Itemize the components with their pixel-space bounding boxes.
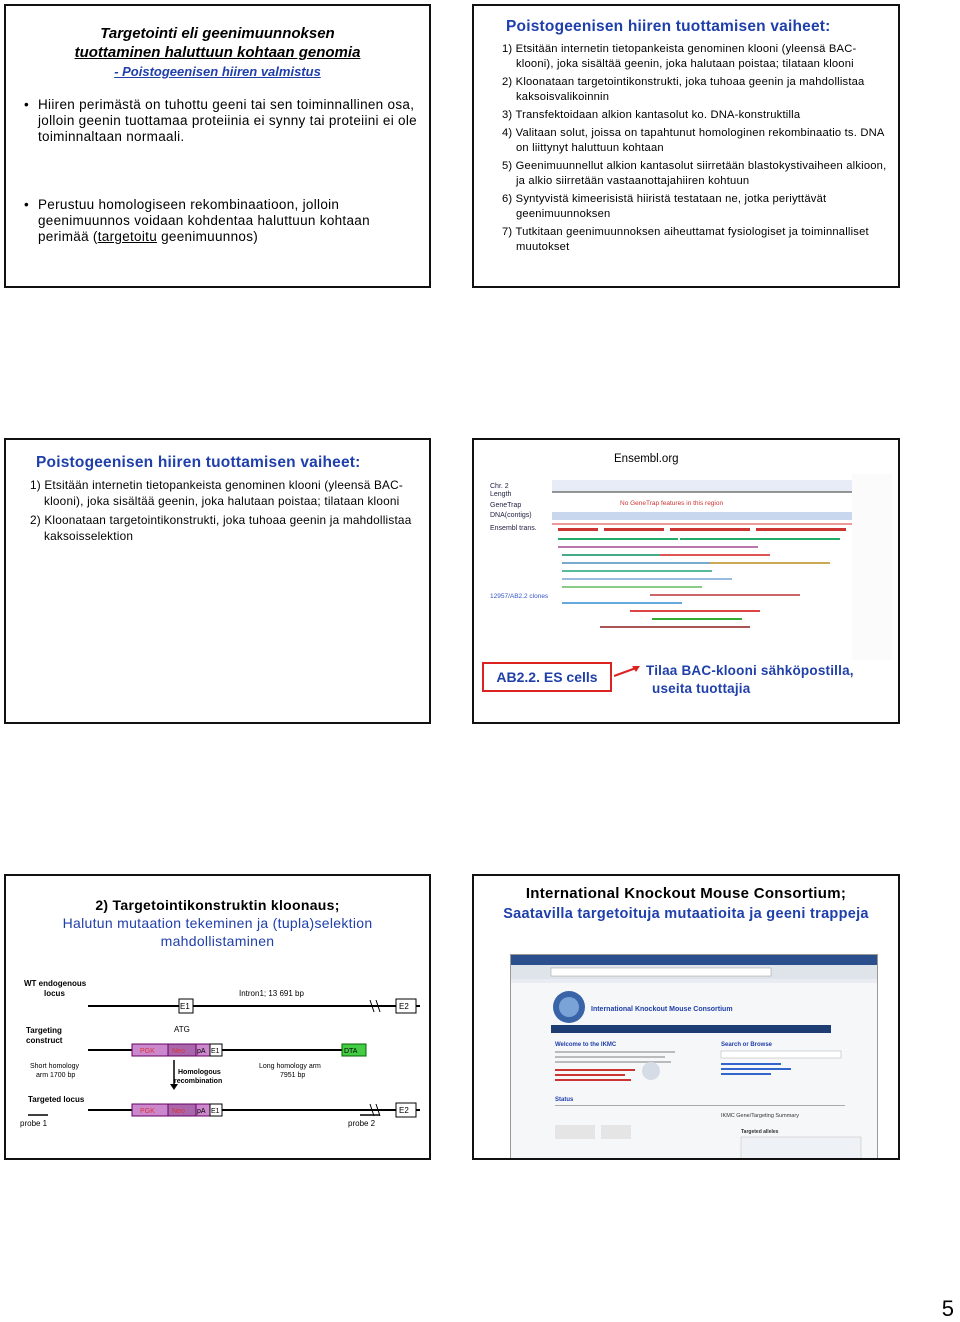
e2-label: E2 [399,1002,409,1011]
step-item: 3) Transfektoidaan alkion kantasolut ko. DNA-konstruktilla [502,109,801,121]
bullet-underlined: targetoitu [97,229,158,244]
arrow-icon [614,666,640,678]
ens-row-label: Chr. 2 [490,483,509,490]
bullet-list [20,97,419,245]
neo-label: Neo [172,1048,185,1055]
wt-label-2: locus [44,989,65,998]
pa-label-2: pA [197,1108,206,1115]
slide-6 [472,874,900,1160]
slide-3 [4,438,431,724]
long-arm-2: 7951 bp [280,1072,306,1079]
slide-5-head: 2) Targetointikonstruktin kloonaus; [95,897,340,913]
ens-clone-label: 12957/AB2.2 clones [490,593,549,600]
ensembl-label: Ensembl.org [614,453,679,465]
ikmc-screenshot [510,954,878,1160]
e1-label: E1 [180,1002,190,1011]
bullet-text: Perustuu homologiseen rekombinaatioon, jolloin geenimuunnos voidaan kohdentaa haluttuun kohtaan perimää ( [38,197,370,244]
e1-label-2: E1 [211,1048,220,1055]
ikmc-page [511,955,877,1160]
intron-label: Intron1; 13 691 bp [239,989,304,998]
e1-label-3: E1 [211,1108,220,1115]
ikmc-targeted: Targeted alleles [741,1129,779,1135]
slide-2 [472,4,900,288]
steps-list [502,42,888,255]
step-item: 5) Geenimuunnellut alkion kantasolut siirretään blastokystivaiheen alkioon, ja alkio siirretään vastaanottajahiiren kohtuun [502,160,887,187]
homologous-2: recombination [174,1078,223,1085]
page-number: 5 [941,1296,954,1321]
slide-5-subhead: Halutun mutaation tekeminen ja (tupla)selektion mahdollistaminen [62,915,373,949]
slide-6-title [484,884,888,924]
targeting-diagram [14,976,424,1160]
short-arm-1: Short homology [30,1063,80,1070]
step-item: 2) Kloonataan targetointikonstrukti, joka tuhoaa geenin ja mahdollistaa kaksoisvalikoinnin [502,76,865,103]
slide-4 [472,438,900,724]
step-item: 6) Syntyvistä kimeerisistä hiiristä testataan ne, jotka periyttävät geenimuunnoksen [502,193,827,220]
ens-row-label: Ensembl trans. [490,525,537,532]
slide-1 [4,4,431,288]
es-cells-box: AB2.2. ES cells [482,662,612,692]
slide-5-title [16,896,419,950]
slide-1-title [18,24,417,81]
order-line-1: Tilaa BAC-klooni sähköpostilla, [646,663,854,678]
ikmc-summary: IKMC Gene/Targeting Summary [721,1113,799,1119]
ikmc-search: Search or Browse [721,1042,773,1048]
slide-2-title: Poistogeenisen hiiren tuottamisen vaiheet: [506,18,831,35]
title-line-2: tuottaminen haluttuun kohtaan genomia [74,44,361,61]
step-item: 1) Etsitään internetin tietopankeista genominen klooni (yleensä BAC-klooni), joka sisältää geenin, joka halutaan poistaa; tilataan klooni [30,478,403,508]
targeting-label-2: construct [26,1036,63,1045]
step-item: 7) Tutkitaan geenimuunnoksen aiheuttamat fysiologiset ja toiminnalliset muutokset [502,226,869,253]
ensembl-view [480,474,892,660]
slide-5 [4,874,431,1160]
ens-header: No GeneTrap features in this region [620,500,724,507]
order-line-2: useita tuottajia [652,681,751,696]
e2-label-2: E2 [399,1106,409,1115]
homologous-1: Homologous [178,1069,221,1076]
title-line-1: Targetointi eli geenimuunnoksen [100,25,335,42]
ikmc-status: Status [555,1097,574,1103]
pgk-label: PGK [140,1048,155,1055]
probe-2-label: probe 2 [348,1119,376,1128]
slide-6-subhead: Saatavilla targetoituja mutaatioita ja geeni trappeja [503,906,869,922]
targeted-label: Targeted locus [28,1095,85,1104]
neo-label-2: Neo [172,1108,185,1115]
probe-1-label: probe 1 [20,1119,48,1128]
pgk-label-2: PGK [140,1108,155,1115]
ikmc-title: International Knockout Mouse Consortium [591,1006,733,1013]
long-arm-1: Long homology arm [259,1063,321,1070]
steps-list [30,478,419,544]
ensembl-screenshot [480,474,892,660]
short-arm-2: arm 1700 bp [36,1072,76,1079]
ikmc-welcome: Welcome to the IKMC [555,1042,617,1048]
slide-1-subtitle: - Poistogeenisen hiiren valmistus [114,64,321,79]
order-bac-text [646,662,896,698]
ens-row-label: Length [490,491,512,498]
step-item: 2) Kloonataan targetointikonstrukti, joka tuhoaa geenin ja mahdollistaa kaksoisselektion [30,513,412,543]
bullet-item: • Hiiren perimästä on tuhottu geeni tai sen toiminnallinen osa, jolloin geenin tuottamaa proteiinia ei synny tai proteiini ei ole toiminnaltaan normaali. [20,97,419,145]
step-item: 4) Valitaan solut, joissa on tapahtunut homologinen rekombinaatio ts. DNA on liittynyt haluttuun kohtaan [502,127,884,154]
atg-label: ATG [174,1025,190,1034]
bullet-text: geenimuunnos) [157,229,259,244]
slide-3-title: Poistogeenisen hiiren tuottamisen vaiheet: [36,454,361,471]
bullet-item [20,197,419,245]
pa-label: pA [197,1048,206,1055]
step-item: 1) Etsitään internetin tietopankeista genominen klooni (yleensä BAC-klooni), joka sisältää geenin, joka halutaan poistaa; tilataan klooni [502,43,857,70]
wt-label-1: WT endogenous [24,979,87,988]
targeting-label-1: Targeting [26,1026,62,1035]
slide-6-head: International Knockout Mouse Consortium; [525,885,847,902]
ens-row-label: DNA(contigs) [490,512,532,519]
dta-label: DTA [344,1048,358,1055]
ens-row-label: GeneTrap [490,502,522,509]
